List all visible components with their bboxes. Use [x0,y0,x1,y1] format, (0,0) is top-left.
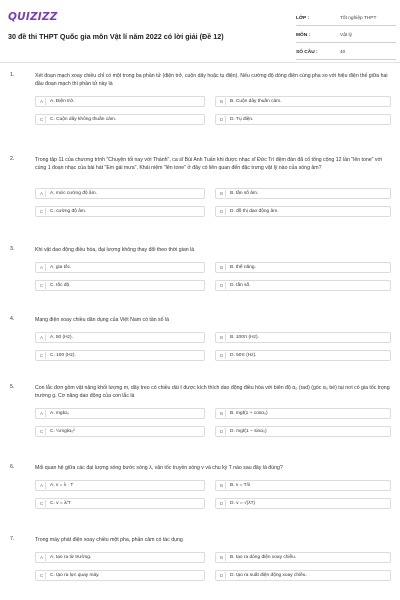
option-letter: A [38,334,46,341]
meta-label: MÔN : [296,33,311,38]
option-letter: B [218,334,226,341]
answer-option-d[interactable] [215,114,391,125]
answer-option-b[interactable] [215,332,391,343]
meta-label: LỚP : [296,16,310,21]
answer-option-d[interactable] [215,350,391,361]
answer-option-a[interactable] [35,332,205,343]
option-letter: A [38,264,46,271]
question-number: 5. [10,384,15,390]
option-letter: B [218,264,226,271]
option-letter: A [38,190,46,197]
answer-option-b[interactable] [215,408,391,419]
option-letter: B [218,482,226,489]
question-text: Mối quan hệ giữa các đại lượng sóng bước sóng λ, vận tốc truyền sóng v và chu kỳ T nào sau đây là đúng? [35,465,283,471]
option-text: B. 100π (Hz). [230,335,259,340]
answer-option-c[interactable] [35,206,205,217]
option-text: B. v = T/λ [230,483,251,488]
answer-option-a[interactable] [35,408,205,419]
option-text: B. mgℓ(1 + cosα₀) [230,411,268,416]
option-text: C. tạo ra lực quay máy. [50,573,100,578]
header-divider [0,62,400,63]
answer-option-d[interactable] [215,498,391,509]
option-text: A. gia tốc. [50,265,72,270]
answer-option-c[interactable] [35,570,205,581]
option-text: D. tần số. [230,283,251,288]
question-text: Con lắc đơn gồm vật nặng khối lượng m, dây treo có chiều dài ℓ được kích thích dao động điều hòa với biên độ α₀ (rad) (góc α₀ bé) tại nơi có gia tốc trọng trường g. Cơ năng dao động của con lắc là [35,385,390,399]
header [0,0,400,62]
meta-value: Vật lý [340,33,352,38]
meta-row-class [296,12,396,26]
quizizz-logo: QUIZIZZ [8,11,58,23]
question-number: 2. [10,156,15,162]
option-letter: C [38,116,46,123]
option-letter: D [218,572,226,579]
question-number: 1. [10,72,15,78]
option-text: A. 50 (Hz). [50,335,73,340]
option-letter: A [38,410,46,417]
option-letter: C [38,428,46,435]
answer-option-c[interactable] [35,498,205,509]
answer-option-d[interactable] [215,570,391,581]
answer-option-a[interactable] [35,552,205,563]
option-letter: C [38,500,46,507]
option-text: C. v = λ/T [50,501,71,506]
option-text: D. 50π (Hz). [230,353,257,358]
option-letter: B [218,190,226,197]
option-letter: D [218,352,226,359]
option-text: C. cường độ âm. [50,209,87,214]
answer-option-a[interactable] [35,262,205,273]
question-number: 4. [10,316,15,322]
answer-option-d[interactable] [215,426,391,437]
answer-option-d[interactable] [215,280,391,291]
option-text: C. ½mgℓα₀² [50,429,75,434]
answer-option-c[interactable] [35,426,205,437]
meta-label: SỐ CÂU : [296,50,318,55]
option-text: D. mgℓ(1 − sinα₀) [230,429,267,434]
option-text: D. đồ thị dao động âm. [230,209,279,214]
option-letter: D [218,282,226,289]
answer-option-a[interactable] [35,480,205,491]
answer-option-b[interactable] [215,552,391,563]
meta-row-count [296,46,396,60]
option-text: C. tốc độ. [50,283,71,288]
option-letter: D [218,116,226,123]
option-letter: D [218,500,226,507]
question-text: Khi vật dao động điều hòa, đại lượng không thay đổi theo thời gian là [35,247,195,253]
answer-option-b[interactable] [215,262,391,273]
answer-option-b[interactable] [215,188,391,199]
question-text: Xét đoạn mạch xoay chiều chỉ có một trong ba phần tử (điện trở, cuộn dây hoặc tụ điện). Nếu cường độ dòng điện cùng pha so với hiệu điện thế giữa hai đầu đoạn mạch thì phần tử này là [35,73,388,87]
option-text: A. Điện trở. [50,99,75,104]
option-text: A. v = λ · T [50,483,74,488]
option-letter: A [38,482,46,489]
answer-option-b[interactable] [215,96,391,107]
option-text: B. tạo ra dòng điện xoay chiều. [230,555,297,560]
answer-option-c[interactable] [35,350,205,361]
option-letter: A [38,554,46,561]
option-letter: C [38,352,46,359]
option-letter: A [38,98,46,105]
option-text: A. mgℓα₀ [50,411,69,416]
question-number: 7. [10,536,15,542]
question-text: Trong máy phát điện xoay chiều một pha, phần cảm có tác dụng [35,537,183,543]
option-letter: B [218,410,226,417]
option-text: B. thế năng. [230,265,256,270]
question-text: Mạng điện xoay chiều dân dụng của Việt Nam có tần số là [35,317,170,323]
option-text: C. Cuộn dây không thuần cảm. [50,117,117,122]
option-letter: B [218,98,226,105]
option-text: D. tạo ra suất điện động xoay chiều. [230,573,307,578]
answer-option-a[interactable] [35,188,205,199]
meta-info [296,12,396,63]
option-letter: B [218,554,226,561]
option-letter: C [38,572,46,579]
answer-option-b[interactable] [215,480,391,491]
option-text: C. 100 (Hz). [50,353,76,358]
meta-row-subject [296,29,396,43]
answer-option-d[interactable] [215,206,391,217]
option-letter: D [218,428,226,435]
option-letter: C [38,282,46,289]
meta-value: 40 [340,50,346,55]
meta-value: Tốt nghiệp THPT [340,16,377,21]
option-text: D. v = √(λT) [230,501,256,506]
option-text: A. mức cường độ âm. [50,191,97,196]
answer-option-a[interactable] [35,96,205,107]
option-letter: C [38,208,46,215]
option-text: B. Cuộn dây thuần cảm. [230,99,282,104]
question-number: 6. [10,464,15,470]
option-text: D. Tụ điện. [230,117,254,122]
answer-option-c[interactable] [35,280,205,291]
option-text: B. tần số âm. [230,191,259,196]
question-number: 3. [10,246,15,252]
page-title: 30 đề thi THPT Quốc gia môn Vật lí năm 2022 có lời giải (Đề 12) [8,32,224,41]
option-letter: D [218,208,226,215]
answer-option-c[interactable] [35,114,205,125]
question-text: Trong tập 11 của chương trình "Chuyện tối nay với Thành", ca sĩ Bùi Anh Tuấn khi được nhạc sĩ Đức Trí đệm đàn đã cố tổng cộng 12 lần "lên tone" với cùng 1 đoạn nhạc của bài hát "Em gái mưa". Khái niệm "lên tone" ở đây có liên quan đến đặc trưng vật lý nào của sóng âm? [35,157,383,171]
option-text: A. tạo ra từ trường. [50,555,92,560]
